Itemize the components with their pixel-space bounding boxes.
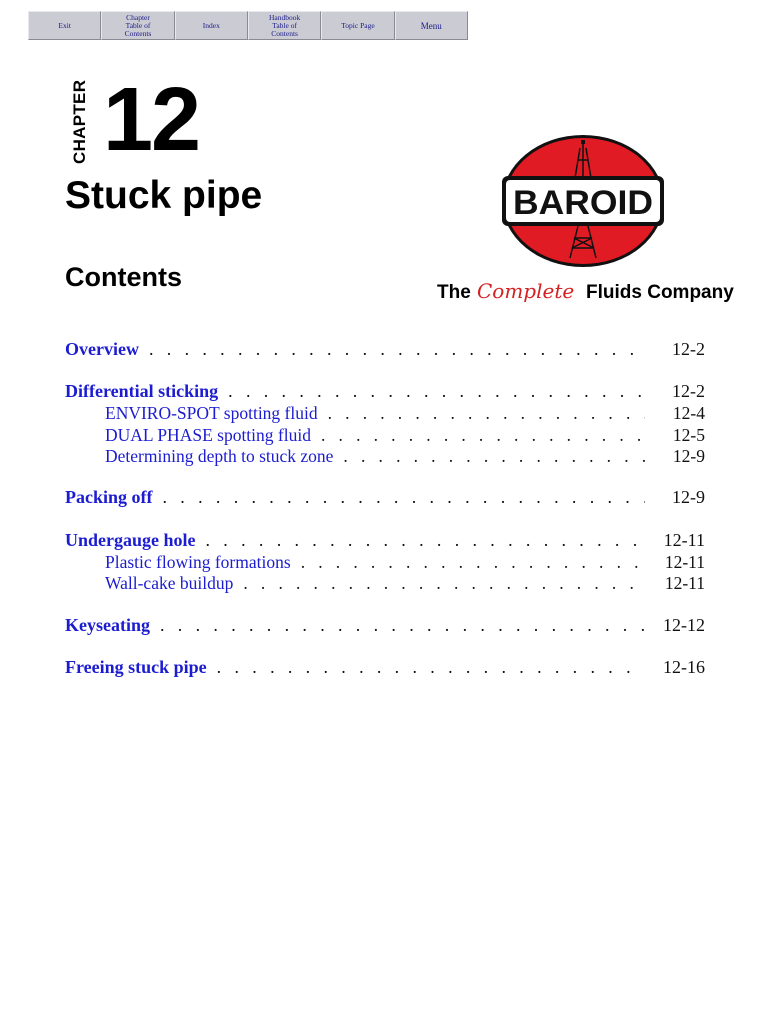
toc-entry-differential-sticking[interactable] — [65, 381, 705, 403]
chapter-toc-button[interactable]: Chapter Table of Contents — [101, 11, 174, 40]
toc-entry-plastic-flowing[interactable] — [105, 552, 705, 574]
toc-entry-packing-off[interactable] — [65, 487, 705, 509]
toc-entry-label: ENVIRO-SPOT spotting fluid — [105, 403, 318, 423]
toc-entry-label: Overview — [65, 339, 139, 359]
toc-entry-page: 12-9 — [672, 487, 705, 507]
logo-tagline — [437, 279, 747, 309]
toc-entry-label: Differential sticking — [65, 381, 219, 401]
toc-entry-dual-phase[interactable] — [105, 425, 705, 447]
toc-entry-page: 12-12 — [663, 615, 705, 635]
toc-entry-label: Determining depth to stuck zone — [105, 446, 334, 466]
tagline-complete: Complete — [477, 279, 575, 303]
toc-entry-label: Plastic flowing formations — [105, 552, 291, 572]
exit-button[interactable]: Exit — [28, 11, 101, 40]
tagline-the: The — [437, 282, 471, 303]
toc-entry-undergauge-hole[interactable] — [65, 530, 705, 552]
toc-entry-page: 12-11 — [663, 530, 705, 550]
contents-heading: Contents — [65, 262, 182, 292]
toc-entry-label: Freeing stuck pipe — [65, 657, 207, 677]
tagline-fluids: Fluids Company — [586, 282, 734, 303]
toc-entry-determining-depth[interactable] — [105, 446, 705, 468]
chapter-number: 12 — [103, 70, 200, 170]
toc-entry-page: 12-11 — [664, 573, 705, 593]
toc-entry-freeing-stuck-pipe[interactable] — [65, 657, 705, 679]
index-button[interactable]: Index — [175, 11, 248, 40]
toc-entry-page: 12-11 — [664, 552, 705, 572]
baroid-logo — [500, 134, 670, 270]
toc-entry-label: DUAL PHASE spotting fluid — [105, 425, 311, 445]
toc-entry-page: 12-2 — [672, 339, 705, 359]
toc-entry-page: 12-4 — [672, 403, 705, 423]
navigation-bar — [28, 11, 468, 40]
toc-entry-page: 12-16 — [663, 657, 705, 677]
toc-entry-wall-cake[interactable] — [105, 573, 705, 595]
toc-entry-keyseating[interactable] — [65, 615, 705, 637]
page-title: Stuck pipe — [65, 174, 263, 217]
topic-page-button[interactable]: Topic Page — [321, 11, 394, 40]
toc-entry-page: 12-5 — [672, 425, 705, 445]
chapter-label: CHAPTER — [70, 79, 89, 164]
toc-entry-label: Wall-cake buildup — [105, 573, 234, 593]
toc-entry-label: Undergauge hole — [65, 530, 196, 550]
logo-text: BAROID — [513, 184, 653, 222]
toc-entry-enviro-spot[interactable] — [105, 403, 705, 425]
toc-entry-label: Keyseating — [65, 615, 150, 635]
toc-entry-label: Packing off — [65, 487, 153, 507]
toc-entry-overview[interactable] — [65, 339, 705, 361]
handbook-toc-button[interactable]: Handbook Table of Contents — [248, 11, 321, 40]
toc-entry-page: 12-9 — [672, 446, 705, 466]
menu-button[interactable]: Menu — [395, 11, 468, 40]
toc-entry-page: 12-2 — [672, 381, 705, 401]
